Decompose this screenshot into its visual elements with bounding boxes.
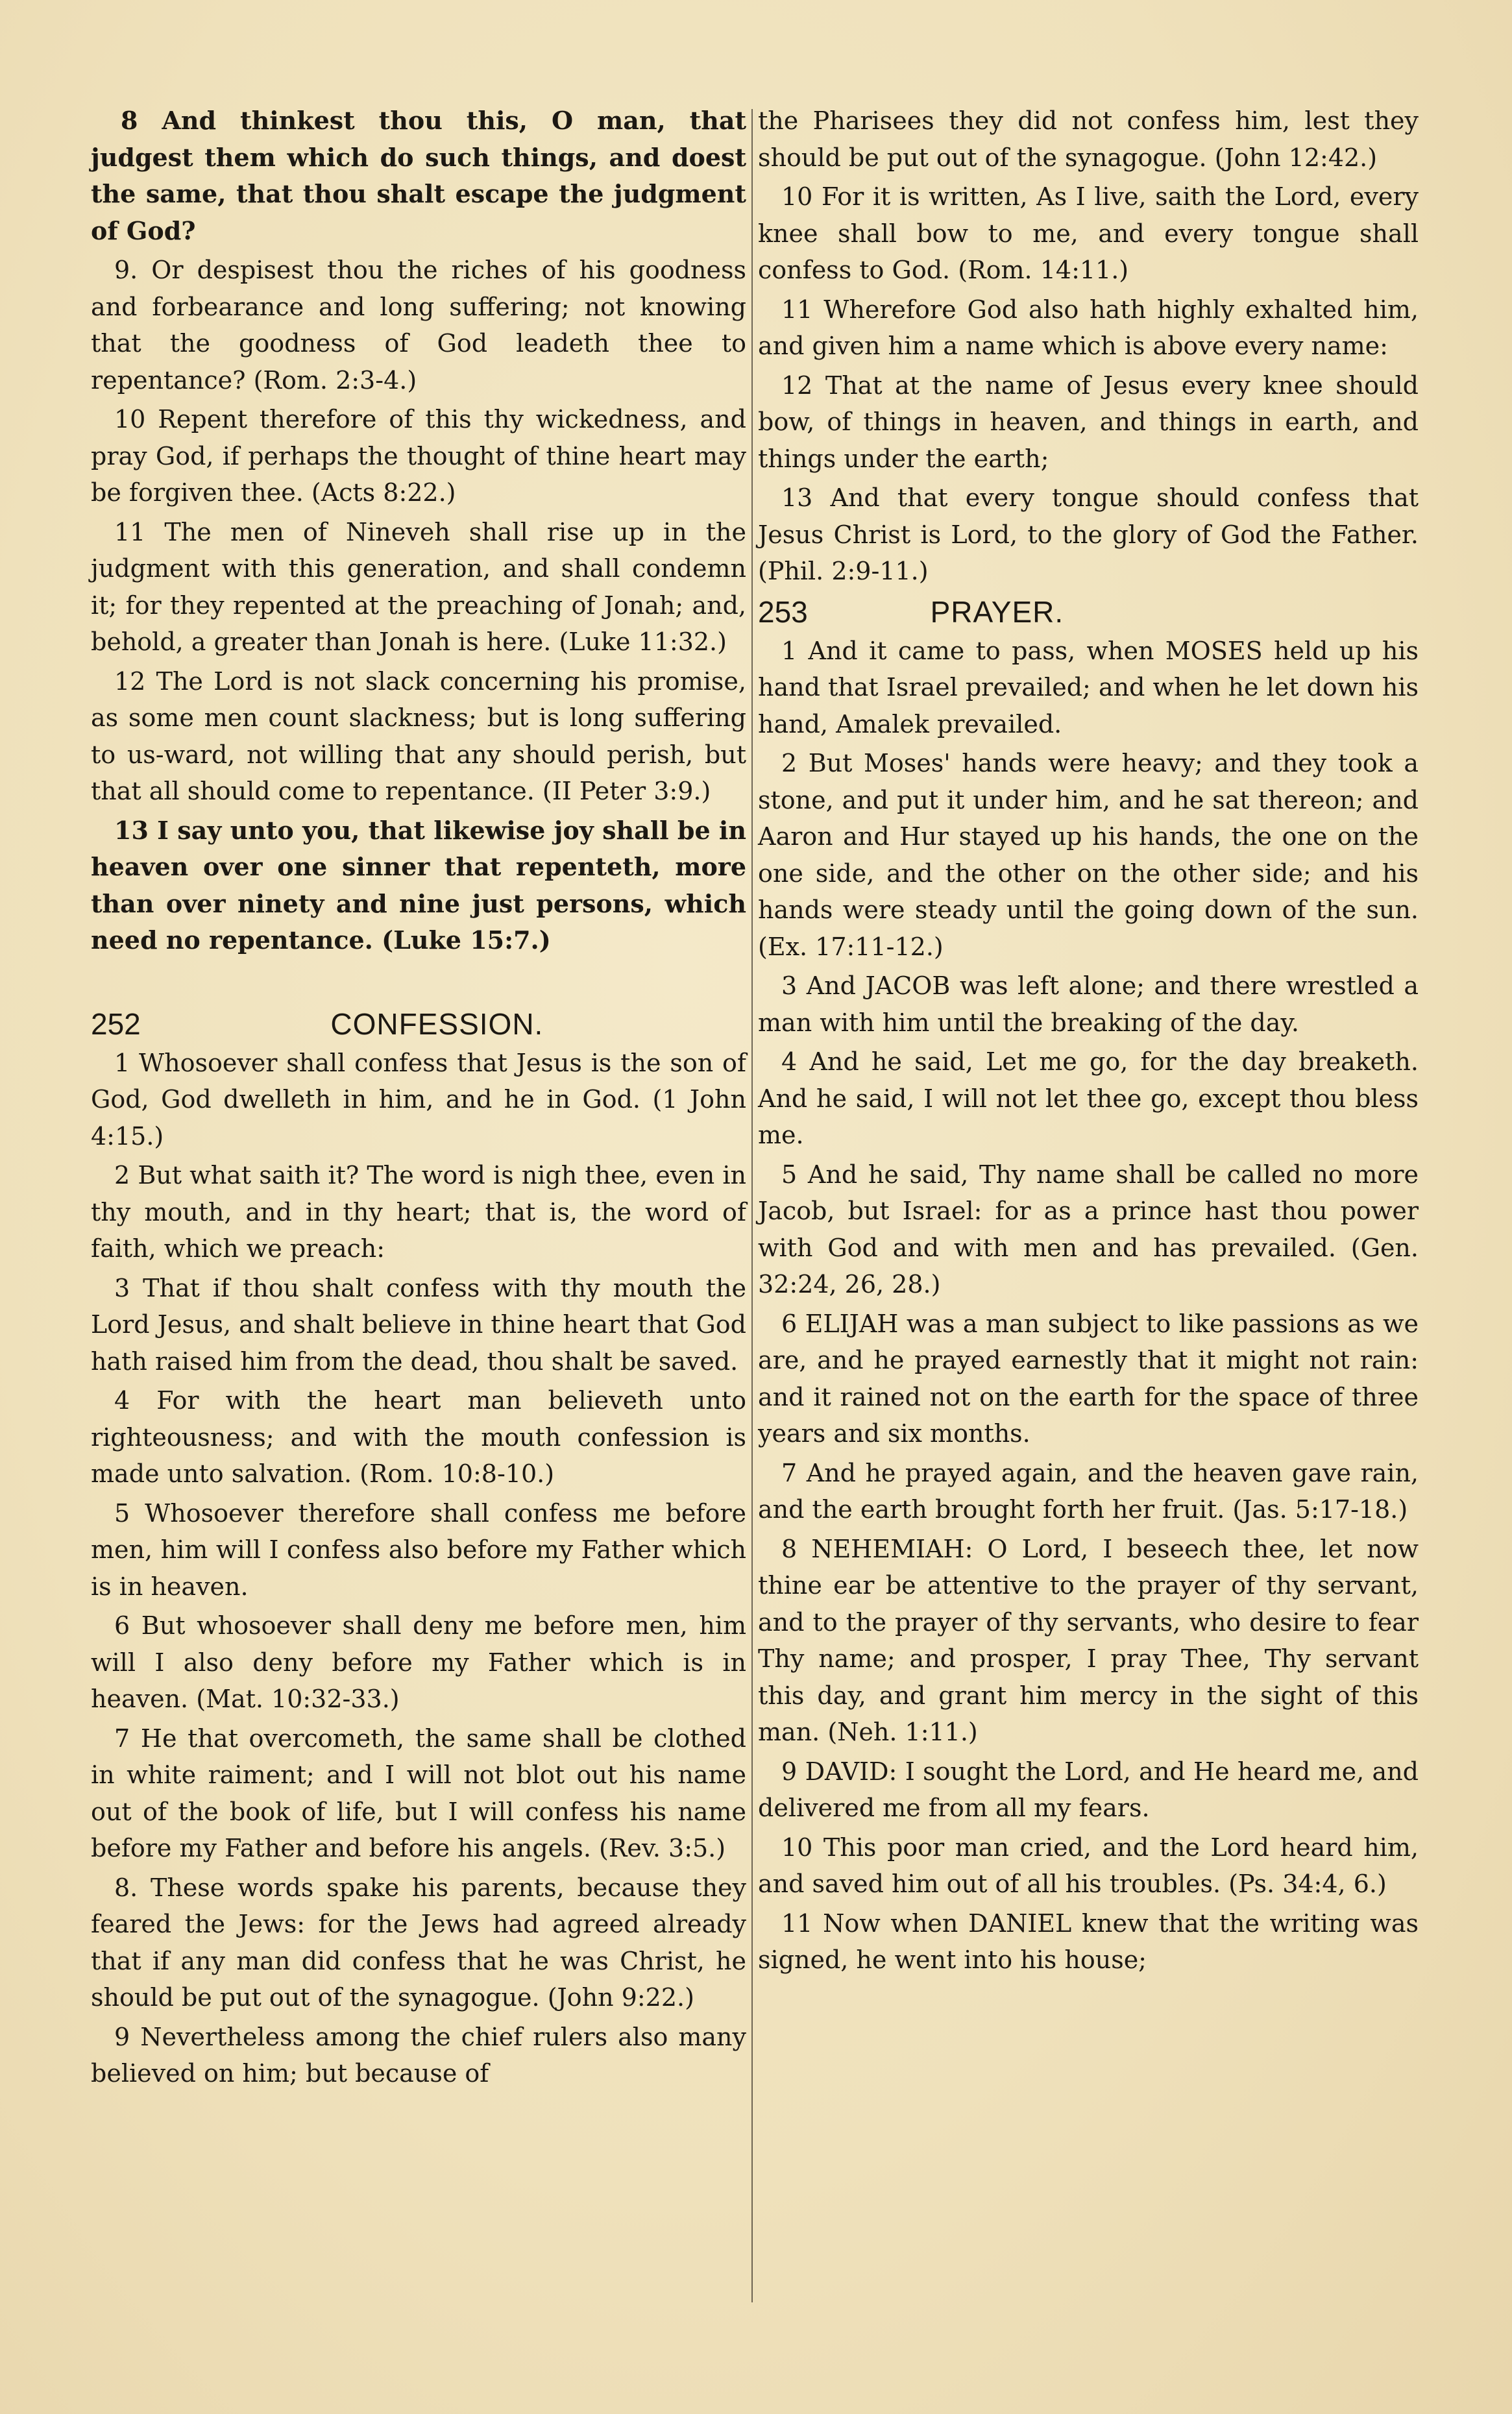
verse: 10 For it is written, As I live, saith the Lord, every knee shall bow to me, and every tongue shall confess to God. (Rom. 14:11.) bbox=[758, 182, 1419, 284]
left-column bbox=[91, 103, 746, 2095]
verse: 7 He that overcometh, the same shall be clothed in white raiment; and I will not blot out his name out of the book of life, but I will confess his name before my Father and before his angels. (Rev. 3:5.) bbox=[91, 1724, 746, 1862]
verse: 6 ELIJAH was a man subject to like passions as we are, and he prayed earnestly that it might not rain: and it rained not on the earth for the space of three years and six months. bbox=[758, 1309, 1419, 1448]
verse: 8 NEHEMIAH: O Lord, I beseech thee, let now thine ear be attentive to the prayer of thy servant, and to the prayer of thy servants, who desire to fear Thy name; and prosper, I pray Thee, Thy servant this day, and grant him mercy in the sight of this man. (Neh. 1:11.) bbox=[758, 1534, 1419, 1746]
verse: 5 Whosoever therefore shall confess me before men, him will I confess also before my Father which is in heaven. bbox=[91, 1498, 746, 1601]
section-heading-confession bbox=[91, 1005, 629, 1043]
verse: 8. These words spake his parents, because they feared the Jews: for the Jews had agreed already that if any man did confess that he was Christ, he should be put out of the synagogue. (John 9:22.) bbox=[91, 1873, 746, 2012]
verse: 13 And that every tongue should confess that Jesus Christ is Lord, to the glory of God the Father. (Phil. 2:9-11.) bbox=[758, 483, 1419, 585]
verse: 11 Wherefore God also hath highly exhalted him, and given him a name which is above every name: bbox=[758, 295, 1419, 360]
verse: 8 And thinkest thou this, O man, that judgest them which do such things, and doest the same, that thou shalt escape the judgment of God? bbox=[91, 106, 746, 245]
verse: 10 This poor man cried, and the Lord heard him, and saved him out of all his troubles. (Ps. 34:4, 6.) bbox=[758, 1833, 1419, 1898]
verse: 11 The men of Nineveh shall rise up in the judgment with this generation, and shall condemn it; for they repented at the preaching of Jonah; and, behold, a greater than Jonah is here. (Luke 11:32.) bbox=[91, 517, 746, 656]
verse: 9. Or despisest thou the riches of his goodness and forbearance and long suffering; not knowing that the goodness of God leadeth thee to repentance? (Rom. 2:3-4.) bbox=[91, 256, 746, 395]
verse: 2 But Moses' hands were heavy; and they took a stone, and put it under him, and he sat thereon; and Aaron and Hur stayed up his hands, the one on the one side, and the other on the other side; and his hands were steady until the going down of the sun. (Ex. 17:11-12.) bbox=[758, 749, 1419, 961]
section-title: CONFESSION. bbox=[330, 1006, 544, 1041]
verse: 11 Now when DANIEL knew that the writing was signed, he went into his house; bbox=[758, 1908, 1419, 1974]
verse: 1 Whosoever shall confess that Jesus is the son of God, God dwelleth in him, and he in God. (1 John 4:15.) bbox=[91, 1048, 746, 1151]
verse: 4 For with the heart man believeth unto righteousness; and with the mouth confession is made unto salvation. (Rom. 10:8-10.) bbox=[91, 1386, 746, 1488]
verse: 3 And JACOB was left alone; and there wrestled a man with him until the breaking of the day. bbox=[758, 971, 1419, 1037]
verse: 7 And he prayed again, and the heaven gave rain, and the earth brought forth her fruit. (Jas. 5:17-18.) bbox=[758, 1458, 1419, 1524]
verse: 9 DAVID: I sought the Lord, and He heard me, and delivered me from all my fears. bbox=[758, 1757, 1419, 1822]
verse: 10 Repent therefore of this thy wickedness, and pray God, if perhaps the thought of thine heart may be forgiven thee. (Acts 8:22.) bbox=[91, 405, 746, 507]
right-column bbox=[758, 103, 1419, 1981]
verse: 1 And it came to pass, when MOSES held up his hand that Israel prevailed; and when he let down his hand, Amalek prevailed. bbox=[758, 636, 1419, 738]
verse: 12 That at the name of Jesus every knee should bow, of things in heaven, and things in earth, and things under the earth; bbox=[758, 371, 1419, 473]
verse: 9 Nevertheless among the chief rulers also many believed on him; but because of bbox=[91, 2022, 746, 2088]
verse: the Pharisees they did not confess him, lest they should be put out of the synagogue. (John 12:42.) bbox=[758, 106, 1419, 172]
verse: 6 But whosoever shall deny me before men, him will I also deny before my Father which is in heaven. (Mat. 10:32-33.) bbox=[91, 1611, 746, 1713]
verse: 3 That if thou shalt confess with thy mouth the Lord Jesus, and shalt believe in thine heart that God hath raised him from the dead, thou shalt be saved. bbox=[91, 1273, 746, 1376]
section-number: 253 bbox=[758, 594, 808, 629]
verse: 5 And he said, Thy name shall be called no more Jacob, but Israel: for as a prince hast thou power with God and with men and has prevailed. (Gen. 32:24, 26, 28.) bbox=[758, 1160, 1419, 1298]
column-divider bbox=[751, 109, 753, 2302]
verse: 2 But what saith it? The word is nigh thee, even in thy mouth, and in thy heart; that is, the word of faith, which we preach: bbox=[91, 1161, 746, 1263]
section-title: PRAYER. bbox=[930, 594, 1064, 629]
verse: 12 The Lord is not slack concerning his promise, as some men count slackness; but is long suffering to us-ward, not willing that any should perish, but that all should come to repentance. (II Peter 3:9.) bbox=[91, 666, 746, 805]
section-number: 252 bbox=[91, 1006, 141, 1041]
verse: 4 And he said, Let me go, for the day breaketh. And he said, I will not let thee go, except thou bless me. bbox=[758, 1047, 1419, 1149]
section-heading-prayer bbox=[758, 592, 1186, 631]
verse: 13 I say unto you, that likewise joy shall be in heaven over one sinner that repenteth, more than over ninety and nine just persons, which need no repentance. (Luke 15:7.) bbox=[91, 815, 746, 955]
